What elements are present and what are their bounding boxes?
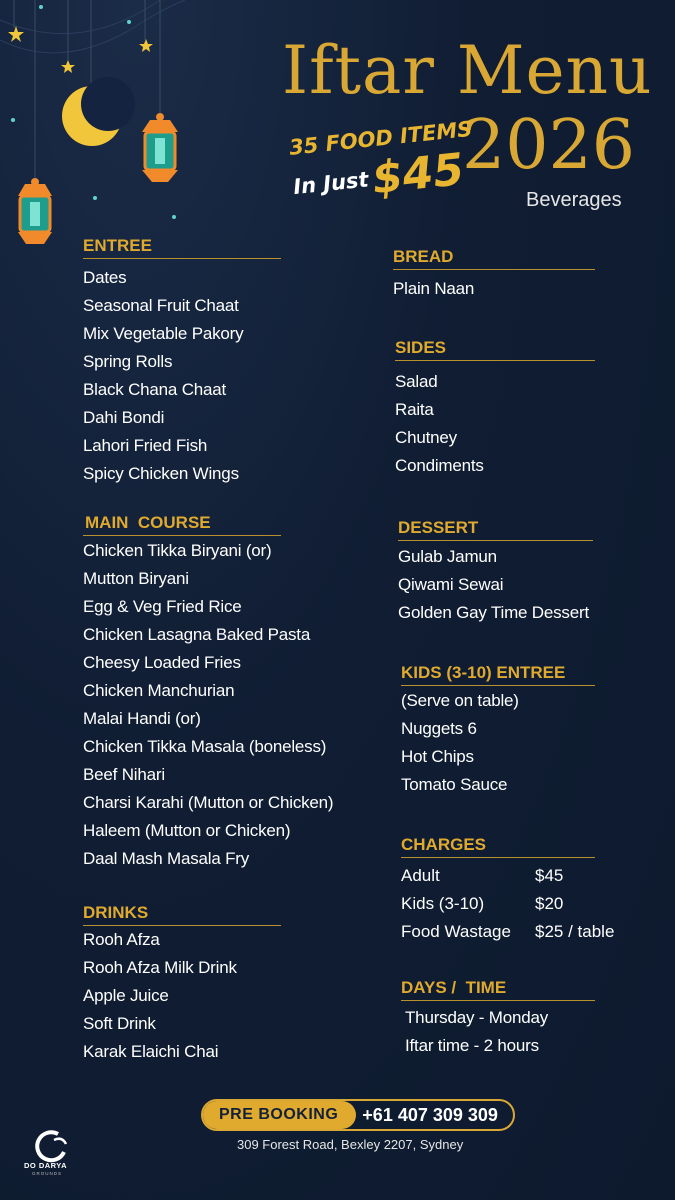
logo-subtext: GROUNDS [32,1171,63,1176]
section-bread [393,247,595,303]
promo-in-just: In Just [292,167,370,200]
menu-item: Hot Chips [401,747,474,766]
menu-item: Beef Nihari [83,765,165,784]
charge-row [401,862,631,890]
menu-item: Mix Vegetable Pakory [83,324,244,343]
charge-amount: $45 [535,866,564,885]
menu-item: Karak Elaichi Chai [83,1042,219,1061]
menu-item: Black Chana Chaat [83,380,227,399]
menu-item: Chicken Tikka Biryani (or) [83,541,272,560]
menu-item: Malai Handi (or) [83,709,201,728]
menu-item: (Serve on table) [401,691,519,710]
menu-item: Apple Juice [83,986,169,1005]
menu-item: Lahori Fried Fish [83,436,208,455]
menu-item: Egg & Veg Fried Rice [83,597,242,616]
menu-item: Spring Rolls [83,352,173,371]
menu-item: Cheesy Loaded Fries [83,653,241,672]
menu-year: 2026 [462,106,636,185]
charge-label: Food Wastage [401,922,511,941]
charge-label: Kids (3-10) [401,894,485,913]
section-heading: CHARGES [401,835,595,858]
charge-row [401,918,631,946]
menu-item: Chutney [395,428,457,447]
menu-item: Raita [395,400,434,419]
menu-item: Salad [395,372,438,391]
menu-item: Golden Gay Time Dessert [398,603,589,622]
menu-item: Soft Drink [83,1014,156,1033]
menu-item: Seasonal Fruit Chaat [83,296,239,315]
section-heading: KIDS (3-10) ENTREE [401,663,595,686]
promo-item-count: 35 FOOD ITEMS [288,116,474,160]
prebooking-label: PRE BOOKING [203,1101,356,1129]
menu-item: Gulab Jamun [398,547,497,566]
crescent-moon-icon [62,77,135,146]
lantern-icon [18,178,52,244]
menu-item: Plain Naan [393,279,475,298]
section-dessert [398,518,593,627]
menu-item: Chicken Tikka Masala (boneless) [83,737,327,756]
menu-item: Dahi Bondi [83,408,165,427]
logo-name: DO DARYA [24,1161,68,1170]
section-entree [83,236,281,488]
menu-item: Tomato Sauce [401,775,508,794]
menu-item: Condiments [395,456,484,475]
menu-item: Chicken Lasagna Baked Pasta [83,625,311,644]
menu-item: Chicken Manchurian [83,681,235,700]
section-charges [401,835,595,858]
menu-title: Iftar Menu [282,32,653,109]
menu-item: Haleem (Mutton or Chicken) [83,821,291,840]
menu-item: Rooh Afza Milk Drink [83,958,237,977]
menu-subtitle: Beverages [526,189,622,211]
menu-item: Iftar time - 2 hours [405,1036,539,1055]
charge-amount: $25 / table [535,922,615,941]
section-heading: BREAD [393,247,595,270]
promo-price: $45 [369,143,467,205]
menu-item: Mutton Biryani [83,569,189,588]
section-heading: MAIN COURSE [83,513,281,536]
menu-item: Daal Mash Masala Fry [83,849,250,868]
section-heading: DESSERT [398,518,593,541]
section-drinks [83,903,281,1066]
lantern-icon [142,113,178,182]
section-heading: DAYS / TIME [401,978,595,1001]
section-heading: ENTREE [83,236,281,259]
menu-item: Rooh Afza [83,930,160,949]
menu-item: Charsi Karahi (Mutton or Chicken) [83,793,334,812]
menu-item: Spicy Chicken Wings [83,464,239,483]
prebooking-banner[interactable] [201,1099,515,1131]
section-sides [395,338,595,480]
charge-row [401,890,631,918]
charges-table [401,862,631,946]
section-heading: DRINKS [83,903,281,926]
phone-number[interactable]: +61 407 309 309 [362,1104,498,1125]
section-heading: SIDES [395,338,595,361]
menu-item: Thursday - Monday [405,1008,549,1027]
charge-label: Adult [401,866,440,885]
menu-item: Nuggets 6 [401,719,477,738]
charge-amount: $20 [535,894,564,913]
section-kids-entree [401,663,595,799]
menu-item: Dates [83,268,127,287]
section-main-course [83,513,334,873]
section-days-time [401,978,595,1060]
address: 309 Forest Road, Bexley 2207, Sydney [237,1137,464,1152]
menu-item: Qiwami Sewai [398,575,504,594]
